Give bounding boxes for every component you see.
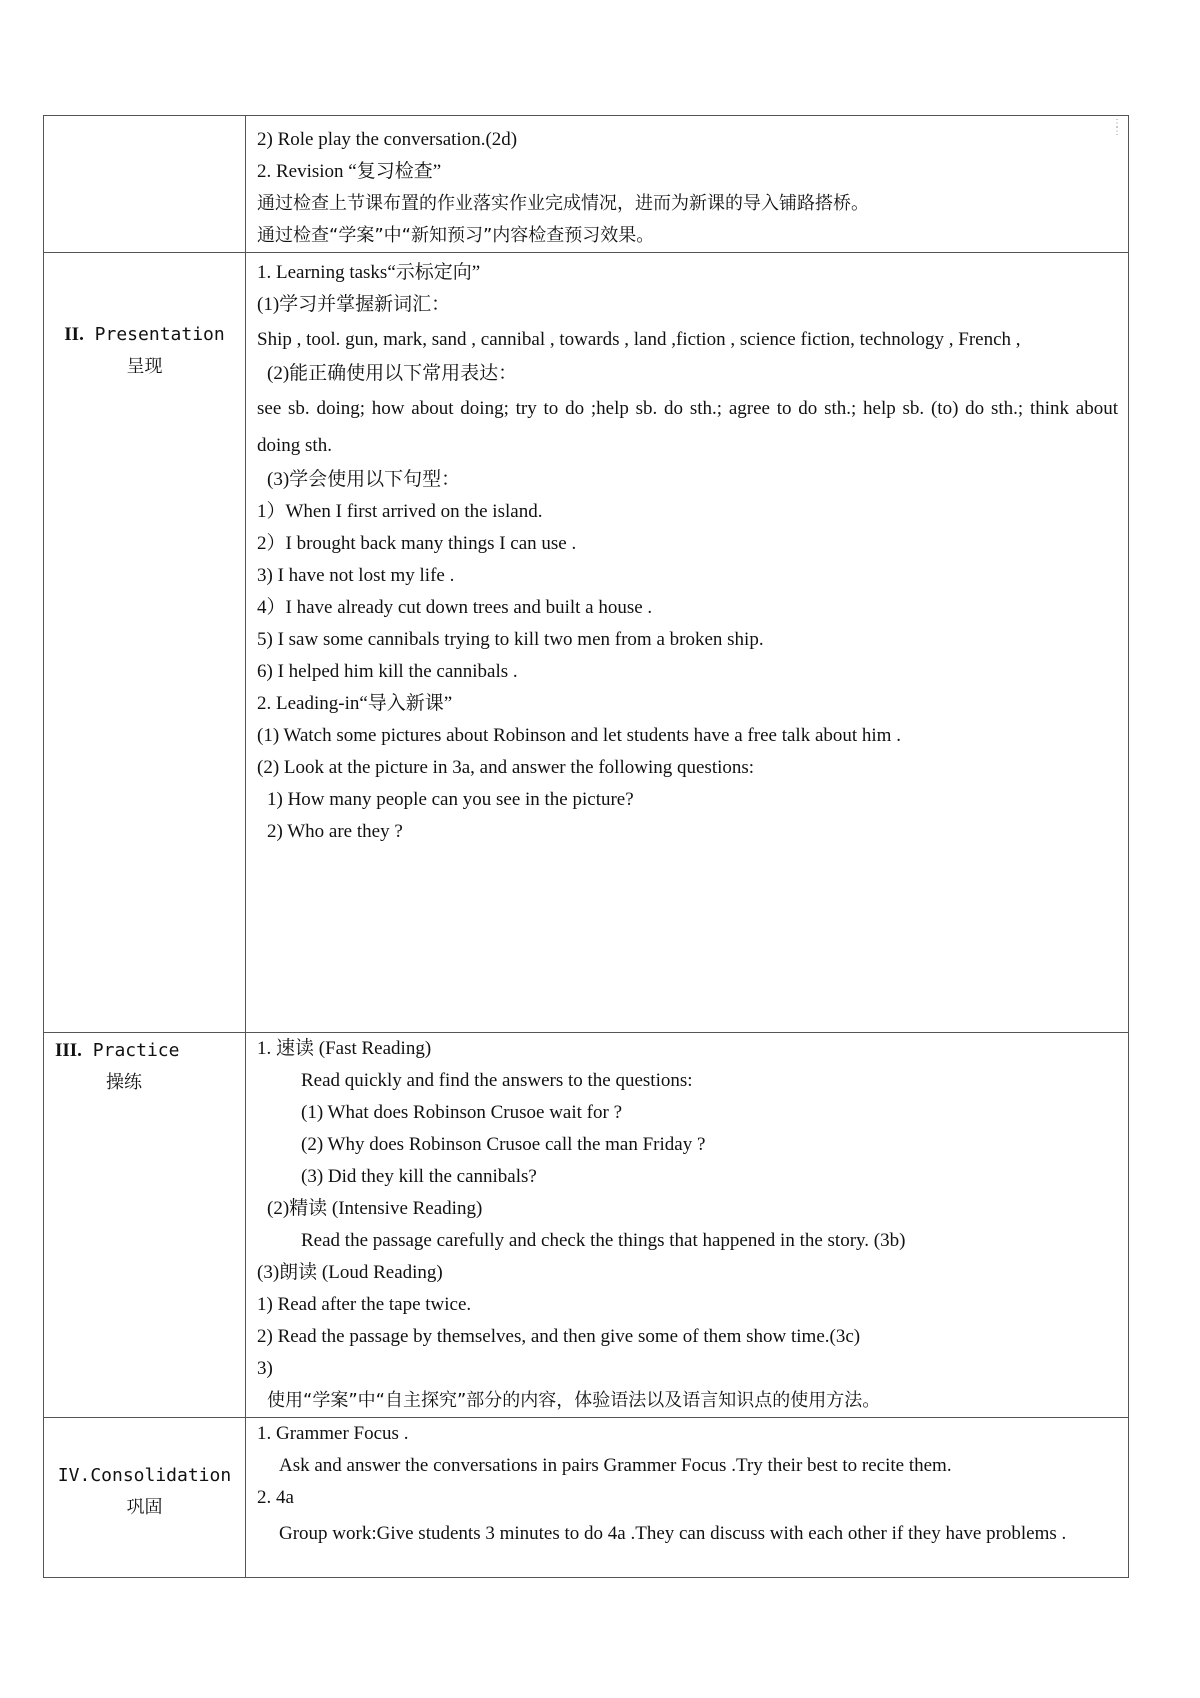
text-line: (1) Watch some pictures about Robinson and let students have a free talk about him .: [257, 725, 901, 746]
table-row-revision: [44, 116, 1129, 253]
text-line: (2) Look at the picture in 3a, and answer the following questions:: [257, 757, 755, 778]
stage-title: [44, 319, 245, 351]
expressions-paragraph: see sb. doing; how about doing; try to do ;help sb. do sth.; agree to do sth.; help sb. (to) do sth.; think about doing sth.: [257, 398, 1118, 456]
group-work-paragraph: Group work:Give students 3 minutes to do 4a .They can discuss with each other if they have problems .: [279, 1523, 1067, 1544]
text-line: (1) What does Robinson Crusoe wait for ?: [301, 1102, 623, 1123]
text-line: (2)精读 (Intensive Reading): [267, 1198, 483, 1219]
text-line: 1. 速读 (Fast Reading): [257, 1038, 432, 1059]
content-cell-consolidation: [246, 1418, 1129, 1578]
stage-label-cell-practice: [44, 1033, 246, 1418]
content-cell-revision: [246, 116, 1129, 253]
text-line: 1. Learning tasks“示标定向”: [257, 262, 481, 283]
text-line: 3): [257, 1358, 273, 1379]
text-line: 2) Role play the conversation.(2d): [257, 129, 518, 150]
stage-name-en: Consolidation: [90, 1465, 232, 1486]
text-line: 2）I brought back many things I can use .: [257, 533, 577, 554]
text-line: Read quickly and find the answers to the questions:: [301, 1070, 693, 1091]
text-line: (2) Why does Robinson Crusoe call the man Friday ?: [301, 1134, 706, 1155]
stage-label-cell-presentation: [44, 253, 246, 1033]
stage-label-cell-empty: [44, 116, 246, 253]
stage-roman-numeral: II.: [64, 324, 84, 345]
stage-name-en: Presentation: [94, 324, 225, 345]
table-row-presentation: [44, 253, 1129, 1033]
lesson-plan-table: [43, 115, 1129, 1578]
text-line: Read the passage carefully and check the things that happened in the story. (3b): [301, 1230, 906, 1251]
text-line: 5) I saw some cannibals trying to kill two men from a broken ship.: [257, 629, 764, 650]
text-line: 1) How many people can you see in the picture?: [267, 789, 634, 810]
content-cell-presentation: [246, 253, 1129, 1033]
stage-name-en: Practice: [92, 1040, 180, 1061]
text-line: 2. Revision “复习检查”: [257, 161, 442, 182]
text-line: 2. 4a: [257, 1487, 294, 1508]
content-cell-practice: [246, 1033, 1129, 1418]
stage-name-cn: 巩固: [126, 1497, 163, 1518]
text-line: 1) Read after the tape twice.: [257, 1294, 472, 1315]
stage-title: [44, 1460, 245, 1492]
margin-dots: ⋮ ⋮: [1112, 118, 1122, 137]
text-line: 6) I helped him kill the cannibals .: [257, 661, 518, 682]
text-line: (3)朗读 (Loud Reading): [257, 1262, 443, 1283]
text-line: Ask and answer the conversations in pairs Grammer Focus .Try their best to recite them.: [279, 1455, 952, 1476]
vocabulary-paragraph: Ship , tool. gun, mark, sand , cannibal , towards , land ,fiction , science fiction, technology , French ,: [257, 329, 1021, 350]
text-line: 3) I have not lost my life .: [257, 565, 455, 586]
text-line: 1. Grammer Focus .: [257, 1423, 409, 1444]
table-row-consolidation: [44, 1418, 1129, 1578]
text-line: 2) Read the passage by themselves, and then give some of them show time.(3c): [257, 1326, 861, 1347]
text-line: 通过检查“学案”中“新知预习”内容检查预习效果。: [257, 225, 655, 246]
text-line: (2)能正确使用以下常用表达：: [267, 363, 518, 384]
text-line: 2. Leading-in“导入新课”: [257, 693, 453, 714]
text-line: (3) Did they kill the cannibals?: [301, 1166, 537, 1187]
text-line: (1)学习并掌握新词汇：: [257, 294, 451, 315]
stage-label-cell-consolidation: [44, 1418, 246, 1578]
text-line: (3)学会使用以下句型：: [267, 469, 461, 490]
text-line: 4）I have already cut down trees and built a house .: [257, 597, 653, 618]
text-line: 通过检查上节课布置的作业落实作业完成情况，进而为新课的导入铺路搭桥。: [257, 193, 869, 214]
stage-name-cn: 呈现: [126, 356, 163, 377]
text-line: 使用“学案”中“自主探究”部分的内容，体验语法以及语言知识点的使用方法。: [267, 1390, 881, 1411]
text-line: 1）When I first arrived on the island.: [257, 501, 543, 522]
stage-roman-numeral: IV.: [57, 1465, 91, 1486]
stage-name-cn: 操练: [106, 1072, 142, 1093]
table-row-practice: [44, 1033, 1129, 1418]
stage-title: [44, 1035, 245, 1067]
stage-roman-numeral: III.: [55, 1040, 82, 1061]
text-line: 2) Who are they ?: [267, 821, 403, 842]
